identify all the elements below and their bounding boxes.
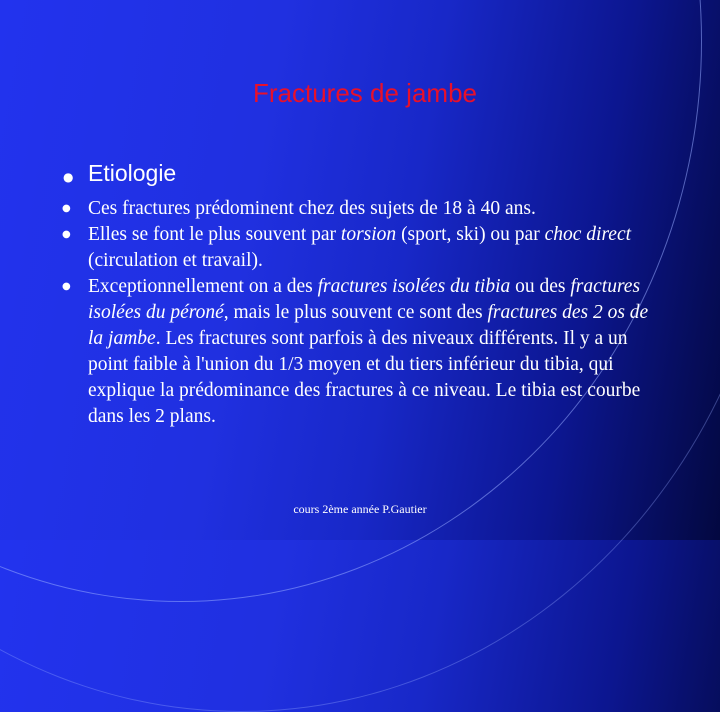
bullet-icon: ● bbox=[62, 229, 71, 240]
list-item bbox=[62, 274, 658, 430]
emphasis-text: fractures isolées du tibia bbox=[317, 276, 511, 297]
item-text: . Les fractures sont parfois à des niveaux différents. Il y a un point faible à l'union du 1/3 moyen et du tiers inférieur du tibia, qui explique la prédominance des fractures à ce niveau. Le tibia est courbe dans les 2 plans. bbox=[88, 328, 641, 427]
item-text: (sport, ski) ou par bbox=[396, 224, 545, 245]
list-item bbox=[62, 222, 658, 274]
item-text: ou des bbox=[510, 276, 571, 297]
item-text: , mais le plus souvent ce sont des bbox=[223, 302, 488, 323]
item-text: (circulation et travail). bbox=[88, 250, 263, 271]
item-text: Elles se font le plus souvent par bbox=[88, 224, 341, 245]
bullet-list bbox=[62, 196, 658, 430]
heading-bullet-icon: ● bbox=[63, 170, 74, 184]
emphasis-text: fractures des 2 os de la jambe bbox=[88, 302, 649, 349]
section-heading bbox=[88, 160, 176, 187]
list-item bbox=[62, 196, 658, 222]
item-text: Exceptionnellement on a des bbox=[88, 276, 318, 297]
section-heading-text: Etiologie bbox=[88, 160, 177, 186]
bullet-icon: ● bbox=[62, 203, 71, 214]
slide-footer: cours 2ème année P.Gautier bbox=[293, 502, 427, 516]
emphasis-text: torsion bbox=[340, 224, 397, 245]
bullet-icon: ● bbox=[62, 281, 71, 292]
emphasis-text: choc direct bbox=[544, 224, 632, 245]
slide-title: Fractures de jambe bbox=[253, 78, 477, 108]
item-text: Ces fractures prédominent chez des sujets de 18 à 40 ans. bbox=[88, 198, 536, 219]
emphasis-text: fractures isolées du péroné bbox=[88, 276, 641, 323]
